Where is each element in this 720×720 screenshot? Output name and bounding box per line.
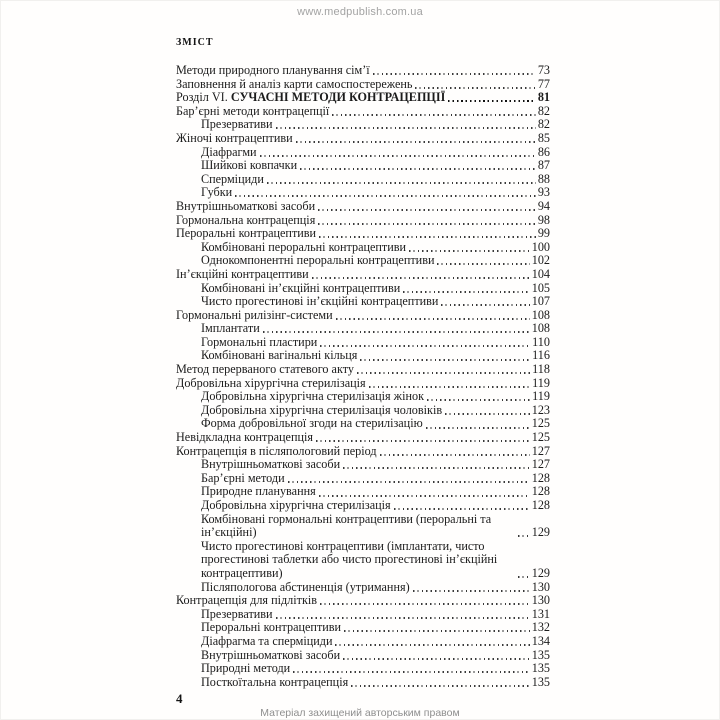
toc-entry-page: 85	[537, 130, 550, 145]
toc-entry-text: Губки	[201, 185, 233, 200]
toc-entry	[176, 91, 550, 105]
toc-entry-text: Шийкові ковпачки	[201, 158, 298, 173]
dot-leader	[380, 454, 530, 456]
toc-entry	[176, 431, 550, 445]
dot-leader	[336, 318, 530, 320]
toc-entry	[176, 349, 550, 363]
toc-entry	[176, 445, 550, 459]
toc-entry	[176, 322, 550, 336]
toc-entry-page: 129	[531, 565, 550, 580]
toc-entry	[176, 254, 550, 268]
toc-entry	[176, 649, 550, 663]
toc-entry-text: Чисто прогестинові ін’єкційні контрацептиви	[201, 294, 439, 309]
dot-leader	[360, 359, 530, 361]
dot-leader	[415, 87, 535, 89]
toc-entry	[176, 513, 550, 540]
toc-entry	[176, 621, 550, 635]
toc-entry-text: Чисто прогестинові контрацептиви (імплантати, чисто прогестинові таблетки або чисто прогестинові ін’єкційні контрацептиви)	[201, 538, 498, 580]
toc-entry-page: 125	[531, 416, 550, 431]
toc-entry-page: 119	[532, 389, 550, 404]
toc-entry-page: 135	[531, 661, 550, 676]
toc-entry-text: Форма добровільної згоди на стерилізацію	[201, 416, 423, 431]
toc-entry-text: Діафрагма та сперміциди	[201, 633, 333, 648]
toc-entry	[176, 295, 550, 309]
dot-leader	[263, 331, 530, 333]
toc-entry-page: 135	[531, 647, 550, 662]
dot-leader	[288, 481, 530, 483]
toc-entry-page: 119	[532, 375, 550, 390]
toc-entry-text: Метод перерваного статевого акту	[176, 362, 354, 377]
toc-entry	[176, 499, 550, 513]
toc-entry-page: 73	[537, 63, 550, 77]
toc-entry	[176, 472, 550, 486]
toc-entry-text: Внутрішньоматкові засоби	[201, 647, 341, 662]
toc-entry-page: 108	[531, 307, 550, 322]
dot-leader	[409, 250, 530, 252]
toc-entry	[176, 540, 550, 581]
toc-entry	[176, 105, 550, 119]
toc-entry-page: 86	[537, 144, 550, 159]
toc-entry-text: Добровільна хірургічна стерилізація	[201, 498, 391, 512]
dot-leader	[267, 182, 536, 184]
dot-leader	[445, 413, 530, 415]
toc-entry-text: Комбіновані гормональні контрацептиви (пероральні та ін’єкційні)	[201, 511, 492, 540]
dot-leader	[403, 291, 529, 293]
toc-entry-page: 128	[531, 498, 550, 512]
dot-leader	[296, 141, 536, 143]
dot-leader	[332, 114, 536, 116]
toc-entry-text: Контрацепція для підлітків	[176, 593, 318, 608]
toc-entry-text: Комбіновані ін’єкційні контрацептиви	[201, 280, 401, 295]
dot-leader	[320, 345, 530, 347]
toc-entry	[176, 200, 550, 214]
toc-entry-page: 87	[537, 158, 550, 173]
dot-leader	[276, 617, 530, 619]
toc-entry-page: 93	[537, 185, 550, 200]
toc-entry-page: 102	[531, 253, 550, 268]
dot-leader	[448, 100, 535, 102]
toc-entry	[176, 363, 550, 377]
toc-entry-text: Комбіновані вагінальні кільця	[201, 348, 358, 363]
toc-entry-page: 118	[532, 362, 550, 377]
toc-entry-text: Післяпологова абстиненція (утримання)	[201, 579, 410, 594]
dot-leader	[413, 590, 530, 592]
toc-entry-text: Розділ VI. СУЧАСНІ МЕТОДИ КОНТРАЦЕПЦІЇ	[176, 90, 446, 105]
toc-entry-page: 130	[531, 579, 550, 594]
toc-entry	[176, 64, 550, 78]
toc-entry	[176, 78, 550, 92]
toc-entry	[176, 377, 550, 391]
toc-entry	[176, 676, 550, 690]
toc-entry-page: 127	[531, 443, 550, 458]
toc-entry	[176, 227, 550, 241]
toc-entry-text: Добровільна хірургічна стерилізація	[176, 375, 366, 390]
toc-entry-page: 81	[537, 90, 550, 105]
toc-entry-page: 116	[532, 348, 550, 363]
toc-entry-page: 132	[531, 620, 550, 635]
toc-entry-page: 105	[531, 280, 550, 295]
dot-leader	[312, 277, 530, 279]
toc-entry-page: 107	[531, 294, 550, 309]
toc-entry-text: Презервативи	[201, 117, 273, 132]
toc-entry-text: Внутрішньоматкові засоби	[201, 457, 341, 472]
dot-leader	[300, 168, 536, 170]
toc-entry-text: Ін’єкційні контрацептиви	[176, 266, 309, 281]
toc-entry	[176, 159, 550, 173]
dot-leader	[319, 236, 536, 238]
toc-entry-text: Однокомпонентні пероральні контрацептиви	[201, 253, 435, 268]
dot-leader	[260, 155, 536, 157]
toc-entry-text: Добровільна хірургічна стерилізація жінок	[201, 389, 425, 404]
dot-leader	[426, 427, 530, 429]
toc-entry-page: 127	[531, 457, 550, 472]
toc-entry	[176, 214, 550, 228]
toc-entry-page: 99	[537, 226, 550, 241]
toc-entry	[176, 662, 550, 676]
toc-entry-text: Пероральні контрацептиви	[201, 620, 342, 635]
toc-entry-text: Гормональні рилізінг-системи	[176, 307, 333, 322]
dot-leader	[441, 304, 529, 306]
toc-entry-text: Добровільна хірургічна стерилізація чоловіків	[201, 402, 443, 417]
toc-entry	[176, 118, 550, 132]
dot-leader	[343, 658, 530, 660]
dot-leader	[351, 685, 530, 687]
toc-entry	[176, 132, 550, 146]
dot-leader	[437, 263, 529, 265]
toc-entry-text: Комбіновані пероральні контрацептиви	[201, 239, 407, 254]
toc-entry-page: 98	[537, 212, 550, 227]
toc-entry-page: 108	[531, 321, 550, 336]
toc-entry-page: 134	[531, 633, 550, 648]
toc-entry	[176, 336, 550, 350]
toc-entry-text: Посткоїтальна контрацепція	[201, 674, 349, 689]
toc-entry-text: Бар’єрні методи контрацепції	[176, 103, 330, 118]
toc-entry-text: Сперміциди	[201, 171, 264, 186]
toc-entry-text: Пероральні контрацептиви	[176, 226, 317, 241]
toc-entry-text: Природне планування	[201, 484, 316, 499]
toc-entry-page: 123	[531, 402, 550, 417]
dot-leader	[318, 209, 536, 211]
toc-entry-page: 104	[531, 266, 550, 281]
toc-entry-text: Внутрішньоматкові засоби	[176, 198, 316, 213]
dot-leader	[357, 372, 530, 374]
toc-entry-text: Невідкладна контрацепція	[176, 430, 314, 445]
toc-entry-prefix: Розділ VI.	[176, 90, 231, 105]
toc-entry-page: 130	[531, 593, 550, 608]
dot-leader	[320, 603, 530, 605]
toc-entry	[176, 146, 550, 160]
dot-leader	[276, 127, 536, 129]
dot-leader	[369, 386, 531, 388]
toc-entry-page: 125	[531, 430, 550, 445]
toc-entry	[176, 417, 550, 431]
dot-leader	[235, 195, 536, 197]
toc-entry-text: Презервативи	[201, 606, 273, 621]
toc-entry-text: Жіночі контрацептиви	[176, 130, 293, 145]
toc-entry-text: Гормональна контрацепція	[176, 212, 316, 227]
dot-leader	[319, 495, 530, 497]
toc-entry-page: 128	[531, 484, 550, 499]
toc-entry-text: Природні методи	[201, 661, 291, 676]
copyright-notice: Матеріал захищений авторським правом	[260, 707, 460, 719]
toc-entry	[176, 241, 550, 255]
toc-entry	[176, 309, 550, 323]
toc-entry	[176, 594, 550, 608]
dot-leader	[318, 223, 536, 225]
dot-leader	[293, 671, 530, 673]
toc-entry-page: 94	[537, 198, 550, 213]
dot-leader	[343, 467, 530, 469]
toc-entry-text: Імплантати	[201, 321, 260, 336]
toc-entry-page: 82	[537, 117, 550, 132]
toc-entry	[176, 186, 550, 200]
dot-leader	[427, 399, 530, 401]
toc-entry	[176, 458, 550, 472]
dot-leader	[335, 644, 529, 646]
toc-entry	[176, 404, 550, 418]
toc-heading: ЗМІСТ	[176, 37, 214, 48]
toc-entry-text: Гормональні пластири	[201, 334, 318, 349]
toc-entry-text: Методи природного планування сім’ї	[176, 63, 370, 77]
toc-entry-text: Бар’єрні методи	[201, 470, 285, 485]
toc-entry-page: 131	[531, 606, 550, 621]
toc-entry-page: 88	[537, 171, 550, 186]
page-number: 4	[176, 691, 183, 706]
toc-entry	[176, 282, 550, 296]
dot-leader	[518, 576, 530, 578]
toc-entry-page: 128	[531, 470, 550, 485]
toc-entry-page: 110	[532, 334, 550, 349]
toc-list	[176, 64, 550, 689]
toc-entry-text: Діафрагми	[201, 144, 257, 159]
toc-entry-page: 77	[537, 76, 550, 91]
toc-entry-page: 129	[531, 525, 550, 540]
dot-leader	[316, 440, 530, 442]
dot-leader	[373, 73, 536, 75]
toc-entry	[176, 608, 550, 622]
dot-leader	[518, 535, 530, 537]
toc-entry	[176, 635, 550, 649]
dot-leader	[394, 508, 530, 510]
toc-entry-page: 100	[531, 239, 550, 254]
toc-entry-page: 135	[531, 674, 550, 689]
toc-entry	[176, 173, 550, 187]
toc-entry-text: Заповнення й аналіз карти самоспостережень	[176, 76, 413, 91]
toc-entry	[176, 390, 550, 404]
toc-entry	[176, 268, 550, 282]
site-url: www.medpublish.com.ua	[297, 6, 423, 18]
dot-leader	[344, 630, 530, 632]
toc-entry-text: Контрацепція в післяпологовий період	[176, 443, 377, 458]
toc-entry	[176, 581, 550, 595]
toc-entry	[176, 485, 550, 499]
toc-entry-page: 82	[537, 103, 550, 118]
